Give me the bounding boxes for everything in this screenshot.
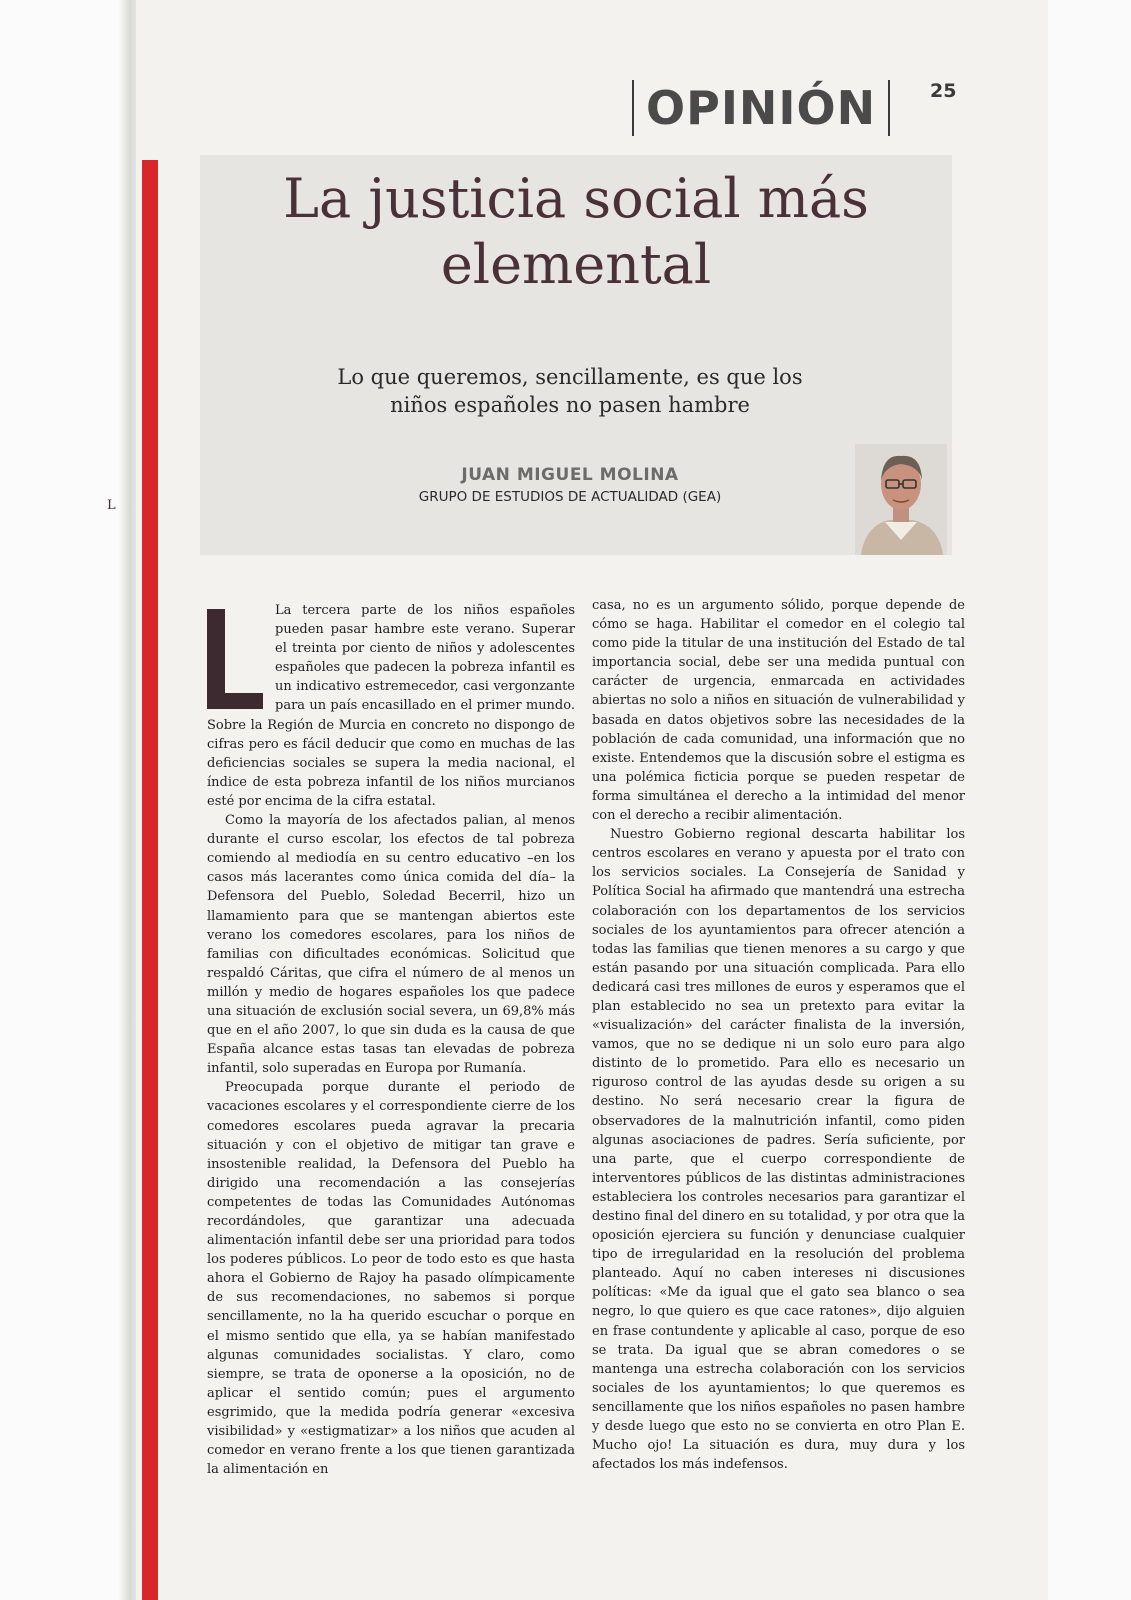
dropcap-letter — [107, 498, 263, 709]
red-accent-rule — [142, 160, 158, 1600]
article-headline: La justicia social más elemental — [283, 167, 869, 296]
page-fold-shadow — [118, 0, 138, 1600]
paragraph: La tercera parte de los niños españoles pueden pasar hambre este verano. Superar el treinta por ciento de niños y adolescentes españoles que padecen la pobreza infantil es un indicativo estremecedor, casi vergonzante para un país encasillado en el primer mundo. Sobre la Región de Murcia en concreto no dispongo de cifras pero es fácil deducir que como en muchas de las deficiencias sociales se supera la media nacional, el índice de esta pobreza infantil de los niños murcianos esté por encima de la cifra estatal. — [207, 603, 575, 809]
section-header — [632, 78, 890, 138]
author-photo — [855, 444, 947, 555]
paragraph: Como la mayoría de los afectados palian, al menos durante el curso escolar, los efectos de tal pobreza comiendo al mediodía en su centro educativo –en los casos más lacerantes como única comida del día– la Defensora del Pueblo, Soledad Becerril, hizo un llamamiento para que se mantengan abiertos este verano los comedores escolares, para los niños de familias con dificultades económicas. Solicitud que respaldó Cáritas, que cifra el número de al menos un millón y medio de hogares españoles los que padece una situación de exclusión social severa, un 69,8% más que en el año 2007, lo que sin duda es la causa de que España alcance estas tasas tan elevadas de pobreza infantil, solo superadas en Europa por Rumanía. — [207, 813, 575, 1077]
paragraph: Preocupada porque durante el periodo de vacaciones escolares y el correspondiente cierre de los comedores escolares pueda agravar la precaria situación y con el objetivo de mitigar tan grave e insostenible realidad, la Defensora del Pueblo ha dirigido una recomendación a las consejerías competentes de todas las Comunidades Autónomas recordándoles, que garantizar una adecuada alimentación infantil debe ser una prioridad para todos los poderes públicos. Lo peor de todo esto es que hasta ahora el Gobierno de Rajoy ha pasado olímpicamente de sus recomendaciones, no sabemos si porque sencillamente, no la ha querido escuchar o porque en el mismo sentido que ella, ya se habían manifestado algunas comunidades socialistas. Y claro, como siempre, se trata de oponerse a la oposición, no de aplicar el sentido común; pues el argumento esgrimido, que la medida podría generar «excesiva visibilidad» y «estigmatizar» a los niños que acuden al comedor en verano frente a los que tienen garantizada la alimentación en — [207, 1080, 575, 1478]
scan-margin-right — [1048, 0, 1131, 1600]
section-divider-right — [888, 80, 890, 136]
article-column-left — [107, 498, 575, 1479]
page-number: 25 — [930, 80, 957, 102]
author-name: JUAN MIGUEL MOLINA — [461, 465, 679, 485]
article-column-right — [592, 596, 965, 1474]
author-affiliation: GRUPO DE ESTUDIOS DE ACTUALIDAD (GEA) — [418, 489, 722, 505]
paragraph: Nuestro Gobierno regional descarta habilitar los centros escolares en verano y apuesta por el trato con los servicios sociales. La Consejería de Sanidad y Política Social ha afirmado que mantendrá una estrecha colaboración con los departamentos de los servicios sociales de los ayuntamientos para ofrecer atención a todas las familias que tienen menores a su cargo y que están pasando por una situación complicada. Para ello dedicará casi tres millones de euros y esperamos que el plan establecido no sea un pretexto para evitar la «visualización» del carácter finalista de la inversión, vamos, que no se dedique ni un solo euro para algo distinto de lo prometido. Para ello es necesario un riguroso control de las ayudas desde su origen a su destino. No será necesario crear la figura de observadores de la malnutrición infantil, como piden algunas asociaciones de padres. Sería suficiente, por una parte, que el cuerpo correspondiente de interventores públicos de las distintas administraciones estableciera los controles necesarios para garantizar el destino final del dinero en su totalidad, y por otra que la oposición ejerciera su función y denunciase cualquier tipo de irregularidad en la resolución del problema planteado. Aquí no caben intereses ni discusiones políticas: «Me da igual que el gato sea blanco o sea negro, lo que quiero es que cace ratones», dijo alguien en frase contundente y aplicable al caso, porque de eso se trata. Da igual que se abran comedores o se mantenga una estrecha colaboración con los servicios sociales de los ayuntamientos; lo que queremos es sencillamente que los niños españoles no pasen hambre y desde luego que esto no se convierta en otro Plan E. Mucho ojo! La situación es dura, muy dura y los afectados los más indefensos. — [592, 827, 965, 1473]
scan-margin-left — [0, 0, 130, 1600]
dropcap-text: L — [107, 498, 116, 513]
paragraph: casa, no es un argumento sólido, porque depende de cómo se haga. Habilitar el comedor en el colegio tal como pide la titular de una institución del Estado de tal importancia social, debe ser una medida puntual con carácter de urgencia, enmarcada en actividades abiertas no solo a niños en situación de vulnerabilidad y basada en datos objetivos sobre las necesidades de la población de cada comunidad, una información que no existe. Entendemos que la discusión sobre el estigma es una polémica ficticia porque se pueden respetar de forma simultánea el derecho a la intimidad del menor con el derecho a recibir alimentación. — [592, 598, 965, 824]
article-subheadline: Lo que queremos, sencillamente, es que los niños españoles no pasen hambre — [337, 365, 803, 417]
section-title: OPINIÓN — [646, 81, 877, 135]
